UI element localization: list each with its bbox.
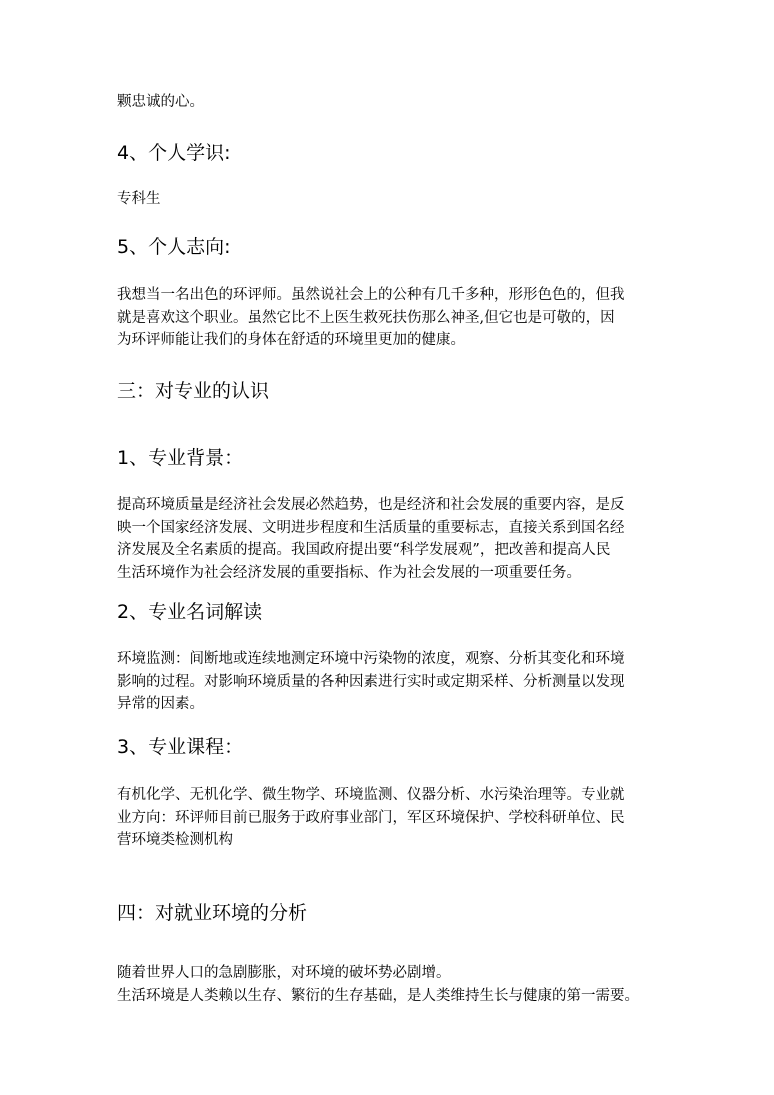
paragraph-line: 影响的过程。对影响环境质量的各种因素进行实时或定期采样、分析测量以发现 [117,673,625,690]
paragraph-major-courses [117,784,659,852]
paragraph-line: 我想当一名出色的环评师。虽然说社会上的公种有几千多种，形形色色的，但我 [117,287,625,303]
paragraph-line: 业方向：环评师目前已服务于政府事业部门，军区环境保护、学校科研单位、民 [117,809,625,826]
paragraph-term-explanation [117,648,659,716]
paragraph-line: 就是喜欢这个职业。虽然它比不上医生救死扶伤那么神圣,但它也是可敬的，因 [117,309,615,326]
heading-term-explanation: 2、专业名词解读 [117,601,263,623]
paragraph-personal-knowledge [117,188,659,211]
paragraph-line: 映一个国家经济发展、文明进步程度和生活质量的重要标志，直接关系到国名经 [117,519,625,536]
paragraph-line: 生活环境是人类赖以生存、繁衍的生存基础，是人类维持生长与健康的第一需要。 [117,987,639,1004]
paragraph-line: 异常的因素。 [117,696,204,713]
heading-employment-analysis: 四：对就业环境的分析 [117,902,308,924]
heading-personal-knowledge: 4、个人学识: [117,142,231,164]
paragraph-line: 有机化学、无机化学、微生物学、环境监测、仪器分析、水污染治理等。专业就 [117,787,625,803]
paragraph-major-background [117,494,659,585]
paragraph-line: 环境监测：间断地或连续地测定环境中污染物的浓度，观察、分析其变化和环境 [117,651,625,667]
paragraph-line: 专科生 [117,191,161,207]
paragraph-line: 济发展及全名素质的提高。我国政府提出要“科学发展观”，把改善和提高人民 [117,542,611,559]
heading-personal-ambition: 5、个人志向: [117,236,231,258]
paragraph-intro [117,91,659,114]
heading-major-understanding: 三：对专业的认识 [117,380,270,402]
paragraph-employment-analysis [117,962,659,1007]
heading-major-courses: 3、专业课程： [117,736,244,758]
paragraph-line: 提高环境质量是经济社会发展必然趋势，也是经济和社会发展的重要内容，是反 [117,497,625,513]
heading-major-background: 1、专业背景： [117,447,244,469]
paragraph-personal-ambition [117,284,659,352]
paragraph-line: 颗忠诚的心。 [117,94,204,110]
paragraph-line: 营环境类检测机构 [117,832,233,849]
paragraph-line: 为环评师能让我们的身体在舒适的环境里更加的健康。 [117,332,465,349]
paragraph-line: 生活环境作为社会经济发展的重要指标、作为社会发展的一项重要任务。 [117,565,581,582]
paragraph-line: 随着世界人口的急剧膨胀，对环境的破坏势必剧增。 [117,965,451,981]
